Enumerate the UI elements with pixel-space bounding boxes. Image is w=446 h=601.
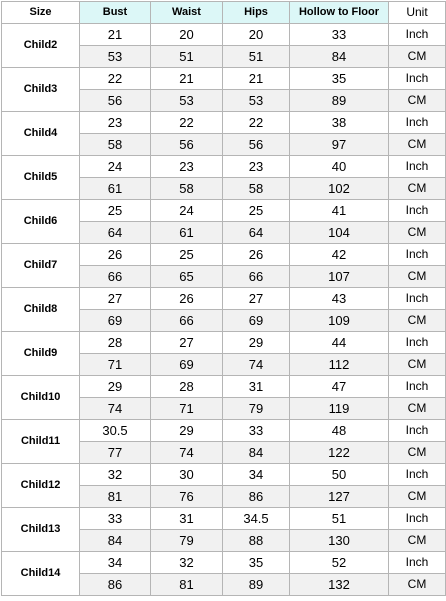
hips-inch-cell: 21 xyxy=(223,68,290,90)
table-row-inch xyxy=(2,508,446,530)
unit-cm-cell: CM xyxy=(389,442,446,464)
size-label: Child2 xyxy=(2,24,80,68)
bust-cm-cell: 56 xyxy=(80,90,151,112)
table-row-inch xyxy=(2,112,446,134)
table-row-inch xyxy=(2,200,446,222)
hollow-to-floor-inch-cell: 35 xyxy=(290,68,389,90)
hollow-to-floor-cm-cell: 112 xyxy=(290,354,389,376)
hollow-to-floor-cm-cell: 89 xyxy=(290,90,389,112)
hips-inch-cell: 31 xyxy=(223,376,290,398)
waist-cm-cell: 53 xyxy=(151,90,223,112)
waist-inch-cell: 26 xyxy=(151,288,223,310)
bust-cm-cell: 84 xyxy=(80,530,151,552)
unit-cm-cell: CM xyxy=(389,574,446,596)
hips-cm-cell: 86 xyxy=(223,486,290,508)
unit-cm-cell: CM xyxy=(389,266,446,288)
hips-inch-cell: 25 xyxy=(223,200,290,222)
waist-cm-cell: 69 xyxy=(151,354,223,376)
header-bust: Bust xyxy=(80,2,151,24)
bust-inch-cell: 30.5 xyxy=(80,420,151,442)
table-row-inch xyxy=(2,244,446,266)
size-label: Child8 xyxy=(2,288,80,332)
waist-cm-cell: 71 xyxy=(151,398,223,420)
table-row-inch xyxy=(2,156,446,178)
hips-cm-cell: 58 xyxy=(223,178,290,200)
hips-inch-cell: 29 xyxy=(223,332,290,354)
unit-cm-cell: CM xyxy=(389,310,446,332)
hollow-to-floor-inch-cell: 51 xyxy=(290,508,389,530)
table-row-inch xyxy=(2,68,446,90)
hips-cm-cell: 56 xyxy=(223,134,290,156)
bust-inch-cell: 25 xyxy=(80,200,151,222)
bust-inch-cell: 26 xyxy=(80,244,151,266)
bust-cm-cell: 71 xyxy=(80,354,151,376)
unit-inch-cell: Inch xyxy=(389,288,446,310)
hollow-to-floor-inch-cell: 40 xyxy=(290,156,389,178)
table-row-inch xyxy=(2,288,446,310)
bust-cm-cell: 77 xyxy=(80,442,151,464)
waist-cm-cell: 74 xyxy=(151,442,223,464)
bust-inch-cell: 21 xyxy=(80,24,151,46)
table-body xyxy=(2,24,446,596)
hollow-to-floor-cm-cell: 102 xyxy=(290,178,389,200)
hollow-to-floor-cm-cell: 130 xyxy=(290,530,389,552)
waist-inch-cell: 32 xyxy=(151,552,223,574)
waist-cm-cell: 61 xyxy=(151,222,223,244)
waist-inch-cell: 24 xyxy=(151,200,223,222)
hollow-to-floor-inch-cell: 43 xyxy=(290,288,389,310)
waist-inch-cell: 31 xyxy=(151,508,223,530)
waist-inch-cell: 27 xyxy=(151,332,223,354)
hips-cm-cell: 69 xyxy=(223,310,290,332)
hips-cm-cell: 53 xyxy=(223,90,290,112)
hollow-to-floor-cm-cell: 132 xyxy=(290,574,389,596)
hollow-to-floor-cm-cell: 104 xyxy=(290,222,389,244)
hollow-to-floor-cm-cell: 107 xyxy=(290,266,389,288)
unit-inch-cell: Inch xyxy=(389,156,446,178)
size-label: Child12 xyxy=(2,464,80,508)
unit-inch-cell: Inch xyxy=(389,464,446,486)
bust-inch-cell: 22 xyxy=(80,68,151,90)
waist-cm-cell: 79 xyxy=(151,530,223,552)
unit-inch-cell: Inch xyxy=(389,68,446,90)
hips-inch-cell: 35 xyxy=(223,552,290,574)
table-row-inch xyxy=(2,24,446,46)
hollow-to-floor-inch-cell: 52 xyxy=(290,552,389,574)
unit-cm-cell: CM xyxy=(389,530,446,552)
hips-cm-cell: 66 xyxy=(223,266,290,288)
hips-cm-cell: 88 xyxy=(223,530,290,552)
hips-inch-cell: 23 xyxy=(223,156,290,178)
header-size: Size xyxy=(2,2,80,24)
unit-cm-cell: CM xyxy=(389,486,446,508)
unit-inch-cell: Inch xyxy=(389,112,446,134)
bust-cm-cell: 81 xyxy=(80,486,151,508)
bust-cm-cell: 66 xyxy=(80,266,151,288)
hollow-to-floor-inch-cell: 48 xyxy=(290,420,389,442)
bust-cm-cell: 69 xyxy=(80,310,151,332)
table-row-inch xyxy=(2,420,446,442)
unit-inch-cell: Inch xyxy=(389,24,446,46)
table-header xyxy=(2,2,446,24)
hips-cm-cell: 79 xyxy=(223,398,290,420)
size-label: Child13 xyxy=(2,508,80,552)
hollow-to-floor-cm-cell: 97 xyxy=(290,134,389,156)
hips-inch-cell: 22 xyxy=(223,112,290,134)
bust-inch-cell: 23 xyxy=(80,112,151,134)
table-row-inch xyxy=(2,552,446,574)
size-label: Child7 xyxy=(2,244,80,288)
hips-inch-cell: 34 xyxy=(223,464,290,486)
unit-cm-cell: CM xyxy=(389,222,446,244)
waist-inch-cell: 29 xyxy=(151,420,223,442)
unit-inch-cell: Inch xyxy=(389,552,446,574)
waist-inch-cell: 28 xyxy=(151,376,223,398)
hollow-to-floor-inch-cell: 33 xyxy=(290,24,389,46)
waist-inch-cell: 25 xyxy=(151,244,223,266)
unit-cm-cell: CM xyxy=(389,134,446,156)
hollow-to-floor-inch-cell: 41 xyxy=(290,200,389,222)
table-row-inch xyxy=(2,464,446,486)
hips-cm-cell: 74 xyxy=(223,354,290,376)
bust-cm-cell: 58 xyxy=(80,134,151,156)
table-row-inch xyxy=(2,376,446,398)
bust-cm-cell: 86 xyxy=(80,574,151,596)
hollow-to-floor-inch-cell: 47 xyxy=(290,376,389,398)
waist-inch-cell: 22 xyxy=(151,112,223,134)
bust-inch-cell: 24 xyxy=(80,156,151,178)
unit-inch-cell: Inch xyxy=(389,420,446,442)
waist-inch-cell: 23 xyxy=(151,156,223,178)
bust-cm-cell: 74 xyxy=(80,398,151,420)
hollow-to-floor-inch-cell: 44 xyxy=(290,332,389,354)
waist-cm-cell: 58 xyxy=(151,178,223,200)
size-chart-table xyxy=(1,1,446,596)
size-label: Child14 xyxy=(2,552,80,596)
size-label: Child3 xyxy=(2,68,80,112)
hollow-to-floor-cm-cell: 119 xyxy=(290,398,389,420)
header-waist: Waist xyxy=(151,2,223,24)
unit-inch-cell: Inch xyxy=(389,244,446,266)
waist-cm-cell: 81 xyxy=(151,574,223,596)
size-label: Child4 xyxy=(2,112,80,156)
hips-inch-cell: 33 xyxy=(223,420,290,442)
table-row-inch xyxy=(2,332,446,354)
hollow-to-floor-cm-cell: 84 xyxy=(290,46,389,68)
unit-cm-cell: CM xyxy=(389,178,446,200)
hollow-to-floor-cm-cell: 127 xyxy=(290,486,389,508)
header-hollow-to-floor: Hollow to Floor xyxy=(290,2,389,24)
waist-cm-cell: 65 xyxy=(151,266,223,288)
unit-inch-cell: Inch xyxy=(389,332,446,354)
hollow-to-floor-inch-cell: 42 xyxy=(290,244,389,266)
hips-inch-cell: 26 xyxy=(223,244,290,266)
unit-cm-cell: CM xyxy=(389,46,446,68)
unit-cm-cell: CM xyxy=(389,398,446,420)
bust-cm-cell: 53 xyxy=(80,46,151,68)
waist-cm-cell: 76 xyxy=(151,486,223,508)
hips-cm-cell: 84 xyxy=(223,442,290,464)
header-unit: Unit xyxy=(389,2,446,24)
size-label: Child6 xyxy=(2,200,80,244)
bust-cm-cell: 61 xyxy=(80,178,151,200)
waist-cm-cell: 51 xyxy=(151,46,223,68)
waist-inch-cell: 20 xyxy=(151,24,223,46)
bust-inch-cell: 28 xyxy=(80,332,151,354)
waist-cm-cell: 66 xyxy=(151,310,223,332)
size-label: Child11 xyxy=(2,420,80,464)
hips-inch-cell: 34.5 xyxy=(223,508,290,530)
size-label: Child5 xyxy=(2,156,80,200)
bust-inch-cell: 34 xyxy=(80,552,151,574)
hips-inch-cell: 27 xyxy=(223,288,290,310)
hollow-to-floor-inch-cell: 50 xyxy=(290,464,389,486)
waist-inch-cell: 21 xyxy=(151,68,223,90)
size-label: Child10 xyxy=(2,376,80,420)
unit-inch-cell: Inch xyxy=(389,508,446,530)
bust-inch-cell: 29 xyxy=(80,376,151,398)
unit-inch-cell: Inch xyxy=(389,376,446,398)
waist-cm-cell: 56 xyxy=(151,134,223,156)
bust-inch-cell: 27 xyxy=(80,288,151,310)
hollow-to-floor-inch-cell: 38 xyxy=(290,112,389,134)
hollow-to-floor-cm-cell: 122 xyxy=(290,442,389,464)
hips-cm-cell: 89 xyxy=(223,574,290,596)
bust-inch-cell: 33 xyxy=(80,508,151,530)
bust-cm-cell: 64 xyxy=(80,222,151,244)
waist-inch-cell: 30 xyxy=(151,464,223,486)
unit-cm-cell: CM xyxy=(389,354,446,376)
header-hips: Hips xyxy=(223,2,290,24)
header-row xyxy=(2,2,446,24)
hollow-to-floor-cm-cell: 109 xyxy=(290,310,389,332)
hips-cm-cell: 51 xyxy=(223,46,290,68)
bust-inch-cell: 32 xyxy=(80,464,151,486)
size-label: Child9 xyxy=(2,332,80,376)
unit-cm-cell: CM xyxy=(389,90,446,112)
hips-inch-cell: 20 xyxy=(223,24,290,46)
unit-inch-cell: Inch xyxy=(389,200,446,222)
hips-cm-cell: 64 xyxy=(223,222,290,244)
